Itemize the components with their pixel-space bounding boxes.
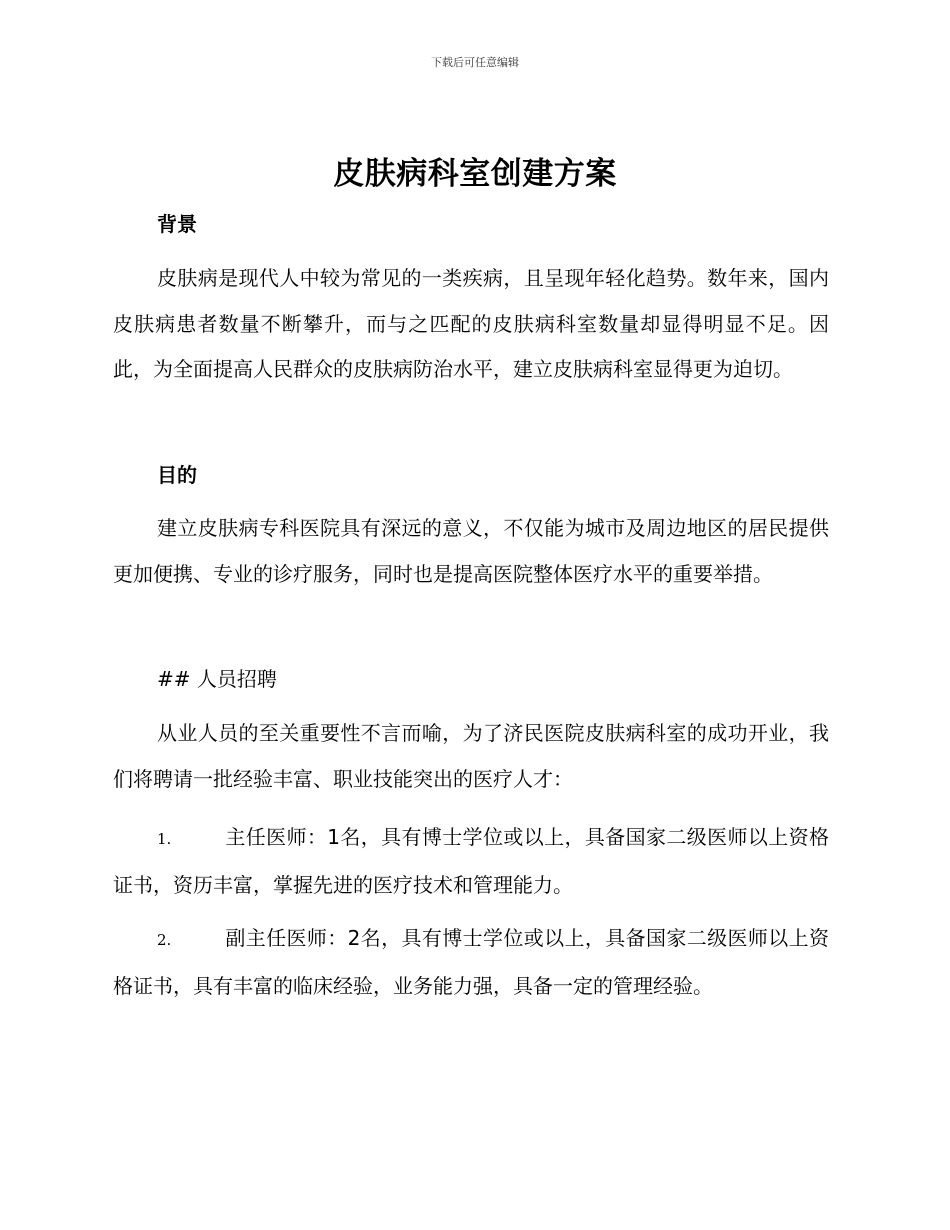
list-number: 1. bbox=[157, 830, 172, 848]
list-number: 2. bbox=[157, 931, 172, 949]
list-item-text: 主任医师：1名，具有博士学位或以上，具备国家二级医师以上资格证书，资历丰富，掌握先进的医疗技术和管理能力。 bbox=[113, 825, 829, 897]
document-title: 皮肤病科室创建方案 bbox=[333, 156, 617, 192]
list-item-chief-physician bbox=[113, 815, 829, 908]
header-note: 下载后可任意编辑 bbox=[431, 56, 519, 69]
list-item-associate-chief-physician bbox=[113, 916, 829, 1009]
list-item-text: 副主任医师：2名，具有博士学位或以上，具备国家二级医师以上资格证书，具有丰富的临床经验，业务能力强，具备一定的管理经验。 bbox=[113, 926, 829, 998]
section-heading-background: 背景 bbox=[157, 212, 197, 236]
paragraph-purpose: 建立皮肤病专科医院具有深远的意义，不仅能为城市及周边地区的居民提供更加便携、专业的诊疗服务，同时也是提高医院整体医疗水平的重要举措。 bbox=[113, 516, 829, 586]
paragraph-background: 皮肤病是现代人中较为常见的一类疾病，且呈现年轻化趋势。数年来，国内皮肤病患者数量不断攀升，而与之匹配的皮肤病科室数量却显得明显不足。因此，为全面提高人民群众的皮肤病防治水平，建立皮肤病科室显得更为迫切。 bbox=[113, 266, 829, 381]
section-heading-purpose: 目的 bbox=[157, 463, 197, 487]
paragraph-recruitment: 从业人员的至关重要性不言而喻，为了济民医院皮肤病科室的成功开业，我们将聘请一批经验丰富、职业技能突出的医疗人才： bbox=[113, 721, 829, 791]
section-heading-recruitment: ## 人员招聘 bbox=[157, 667, 277, 691]
